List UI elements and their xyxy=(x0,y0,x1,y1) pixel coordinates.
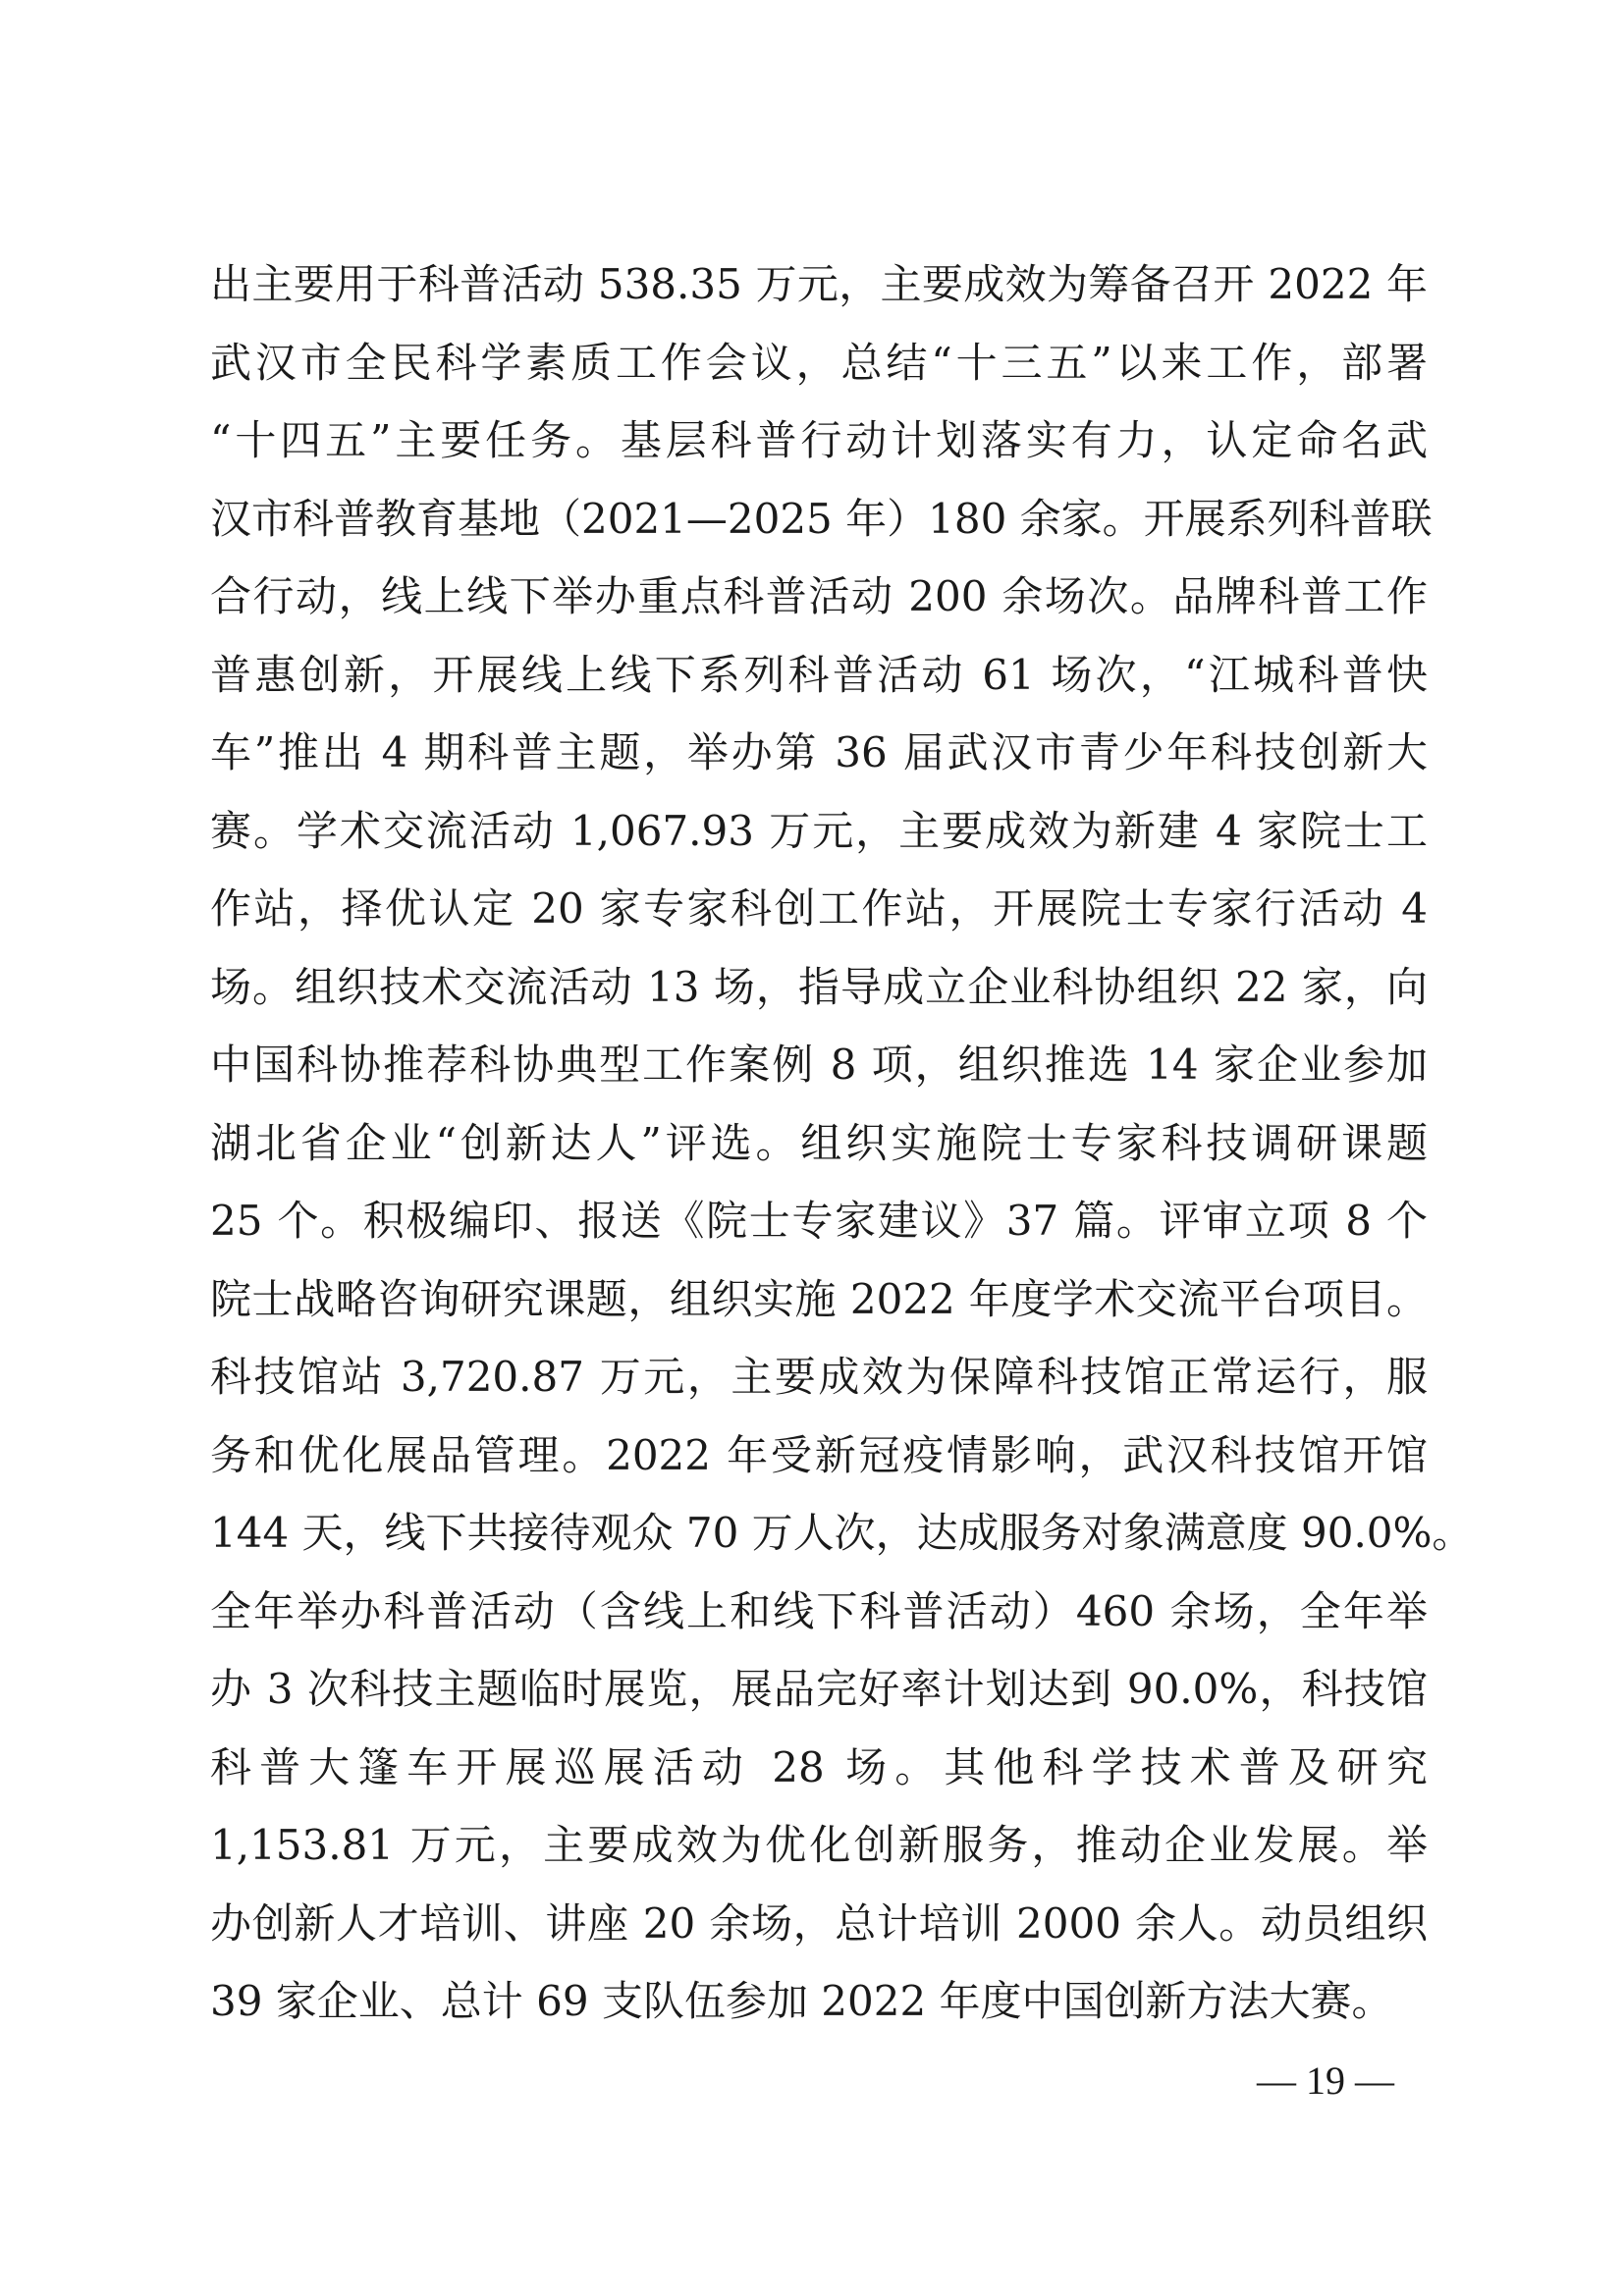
text-line: 39 家企业、总计 69 支队伍参加 2022 年度中国创新方法大赛。 xyxy=(210,1977,1393,2025)
page-number: — 19 — xyxy=(1257,2058,1394,2103)
text-line: 湖北省企业“创新达人”评选。组织实施院士专家科技调研课题 xyxy=(210,1118,1428,1167)
body-paragraph xyxy=(210,245,1474,2041)
text-line: 武汉市全民科学素质工作会议，总结“十三五”以来工作，部署 xyxy=(210,338,1428,387)
text-line: 作站，择优认定 20 家专家科创工作站，开展院士专家行活动 4 xyxy=(210,884,1428,933)
text-line: 合行动，线上线下举办重点科普活动 200 余场次。品牌科普工作 xyxy=(210,572,1428,620)
text-line: 场。组织技术交流活动 13 场，指导成立企业科协组织 22 家，向 xyxy=(210,962,1428,1011)
text-line: 办 3 次科技主题临时展览，展品完好率计划达到 90.0%，科技馆 xyxy=(210,1665,1428,1713)
text-line: “十四五”主要任务。基层科普行动计划落实有力，认定命名武 xyxy=(210,416,1428,464)
text-line: 普惠创新，开展线上线下系列科普活动 61 场次，“江城科普快 xyxy=(210,650,1428,699)
text-line: 全年举办科普活动（含线上和线下科普活动）460 余场，全年举 xyxy=(210,1586,1428,1635)
text-line: 科技馆站 3,720.87 万元，主要成效为保障科技馆正常运行，服 xyxy=(210,1353,1428,1401)
text-line: 办创新人才培训、讲座 20 余场，总计培训 2000 余人。动员组织 xyxy=(210,1898,1428,1948)
text-line: 中国科协推荐科协典型工作案例 8 项，组织推选 14 家企业参加 xyxy=(210,1041,1428,1089)
text-line: 汉市科普教育基地（2021—2025 年）180 余家。开展系列科普联 xyxy=(210,494,1433,543)
text-line: 赛。学术交流活动 1,067.93 万元，主要成效为新建 4 家院士工 xyxy=(210,806,1428,855)
text-line: 144 天，线下共接待观众 70 万人次，达成服务对象满意度 90.0%。 xyxy=(210,1509,1474,1557)
text-line: 1,153.81 万元，主要成效为优化创新服务，推动企业发展。举 xyxy=(210,1821,1428,1869)
text-line: 院士战略咨询研究课题，组织实施 2022 年度学术交流平台项目。 xyxy=(210,1274,1428,1323)
text-line: 科普大篷车开展巡展活动 28 场。其他科学技术普及研究 xyxy=(210,1742,1428,1791)
text-line: 车”推出 4 期科普主题，举办第 36 届武汉市青少年科技创新大 xyxy=(210,728,1428,776)
text-line: 25 个。积极编印、报送《院士专家建议》37 篇。评审立项 8 个 xyxy=(210,1197,1428,1245)
text-line: 务和优化展品管理。2022 年受新冠疫情影响，武汉科技馆开馆 xyxy=(210,1430,1428,1479)
text-line: 出主要用于科普活动 538.35 万元，主要成效为筹备召开 2022 年 xyxy=(210,260,1428,308)
